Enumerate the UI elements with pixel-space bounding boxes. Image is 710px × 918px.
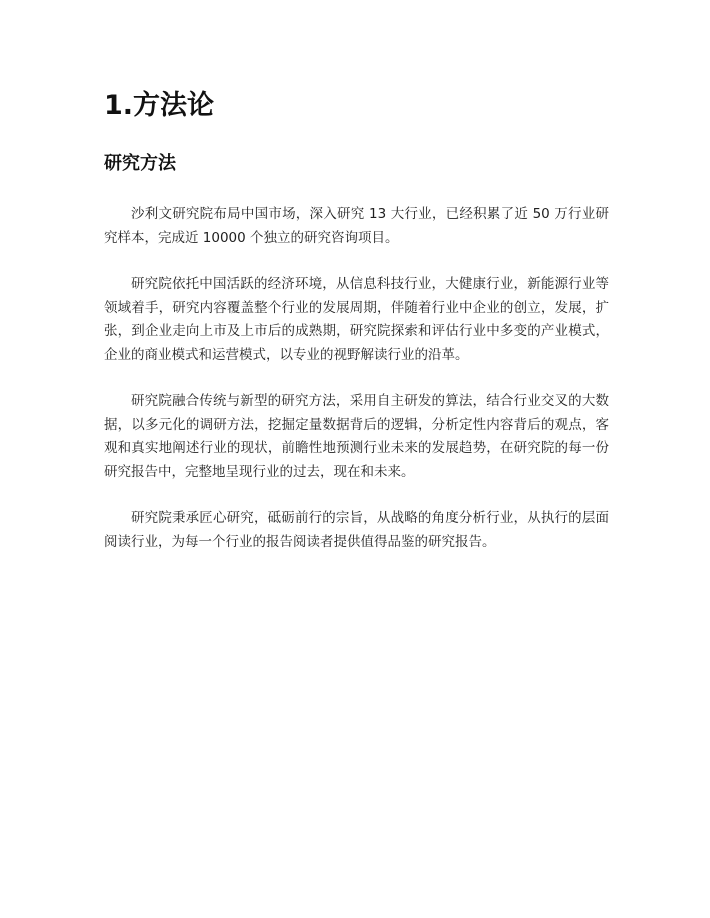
body-text bbox=[104, 203, 609, 577]
page-title: 1.方法论 bbox=[104, 90, 215, 121]
section-title: 研究方法 bbox=[104, 153, 176, 174]
paragraph: 研究院融合传统与新型的研究方法，采用自主研发的算法，结合行业交叉的大数据，以多元化的调研方法，挖掘定量数据背后的逻辑，分析定性内容背后的观点，客观和真实地阐述行业的现状，前瞻性地预测行业未来的发展趋势，在研究院的每一份研究报告中，完整地呈现行业的过去，现在和未来。 bbox=[104, 393, 609, 480]
paragraph: 沙利文研究院布局中国市场，深入研究 13 大行业，已经积累了近 50 万行业研究样本，完成近 10000 个独立的研究咨询项目。 bbox=[104, 206, 609, 246]
paragraph: 研究院依托中国活跃的经济环境，从信息科技行业，大健康行业，新能源行业等领域着手，研究内容覆盖整个行业的发展周期，伴随着行业中企业的创立，发展，扩张，到企业走向上市及上市后的成熟期，研究院探索和评估行业中多变的产业模式，企业的商业模式和运营模式，以专业的视野解读行业的沿革。 bbox=[104, 276, 609, 363]
paragraph: 研究院秉承匠心研究，砥砺前行的宗旨，从战略的角度分析行业，从执行的层面阅读行业，为每一个行业的报告阅读者提供值得品鉴的研究报告。 bbox=[104, 510, 609, 550]
